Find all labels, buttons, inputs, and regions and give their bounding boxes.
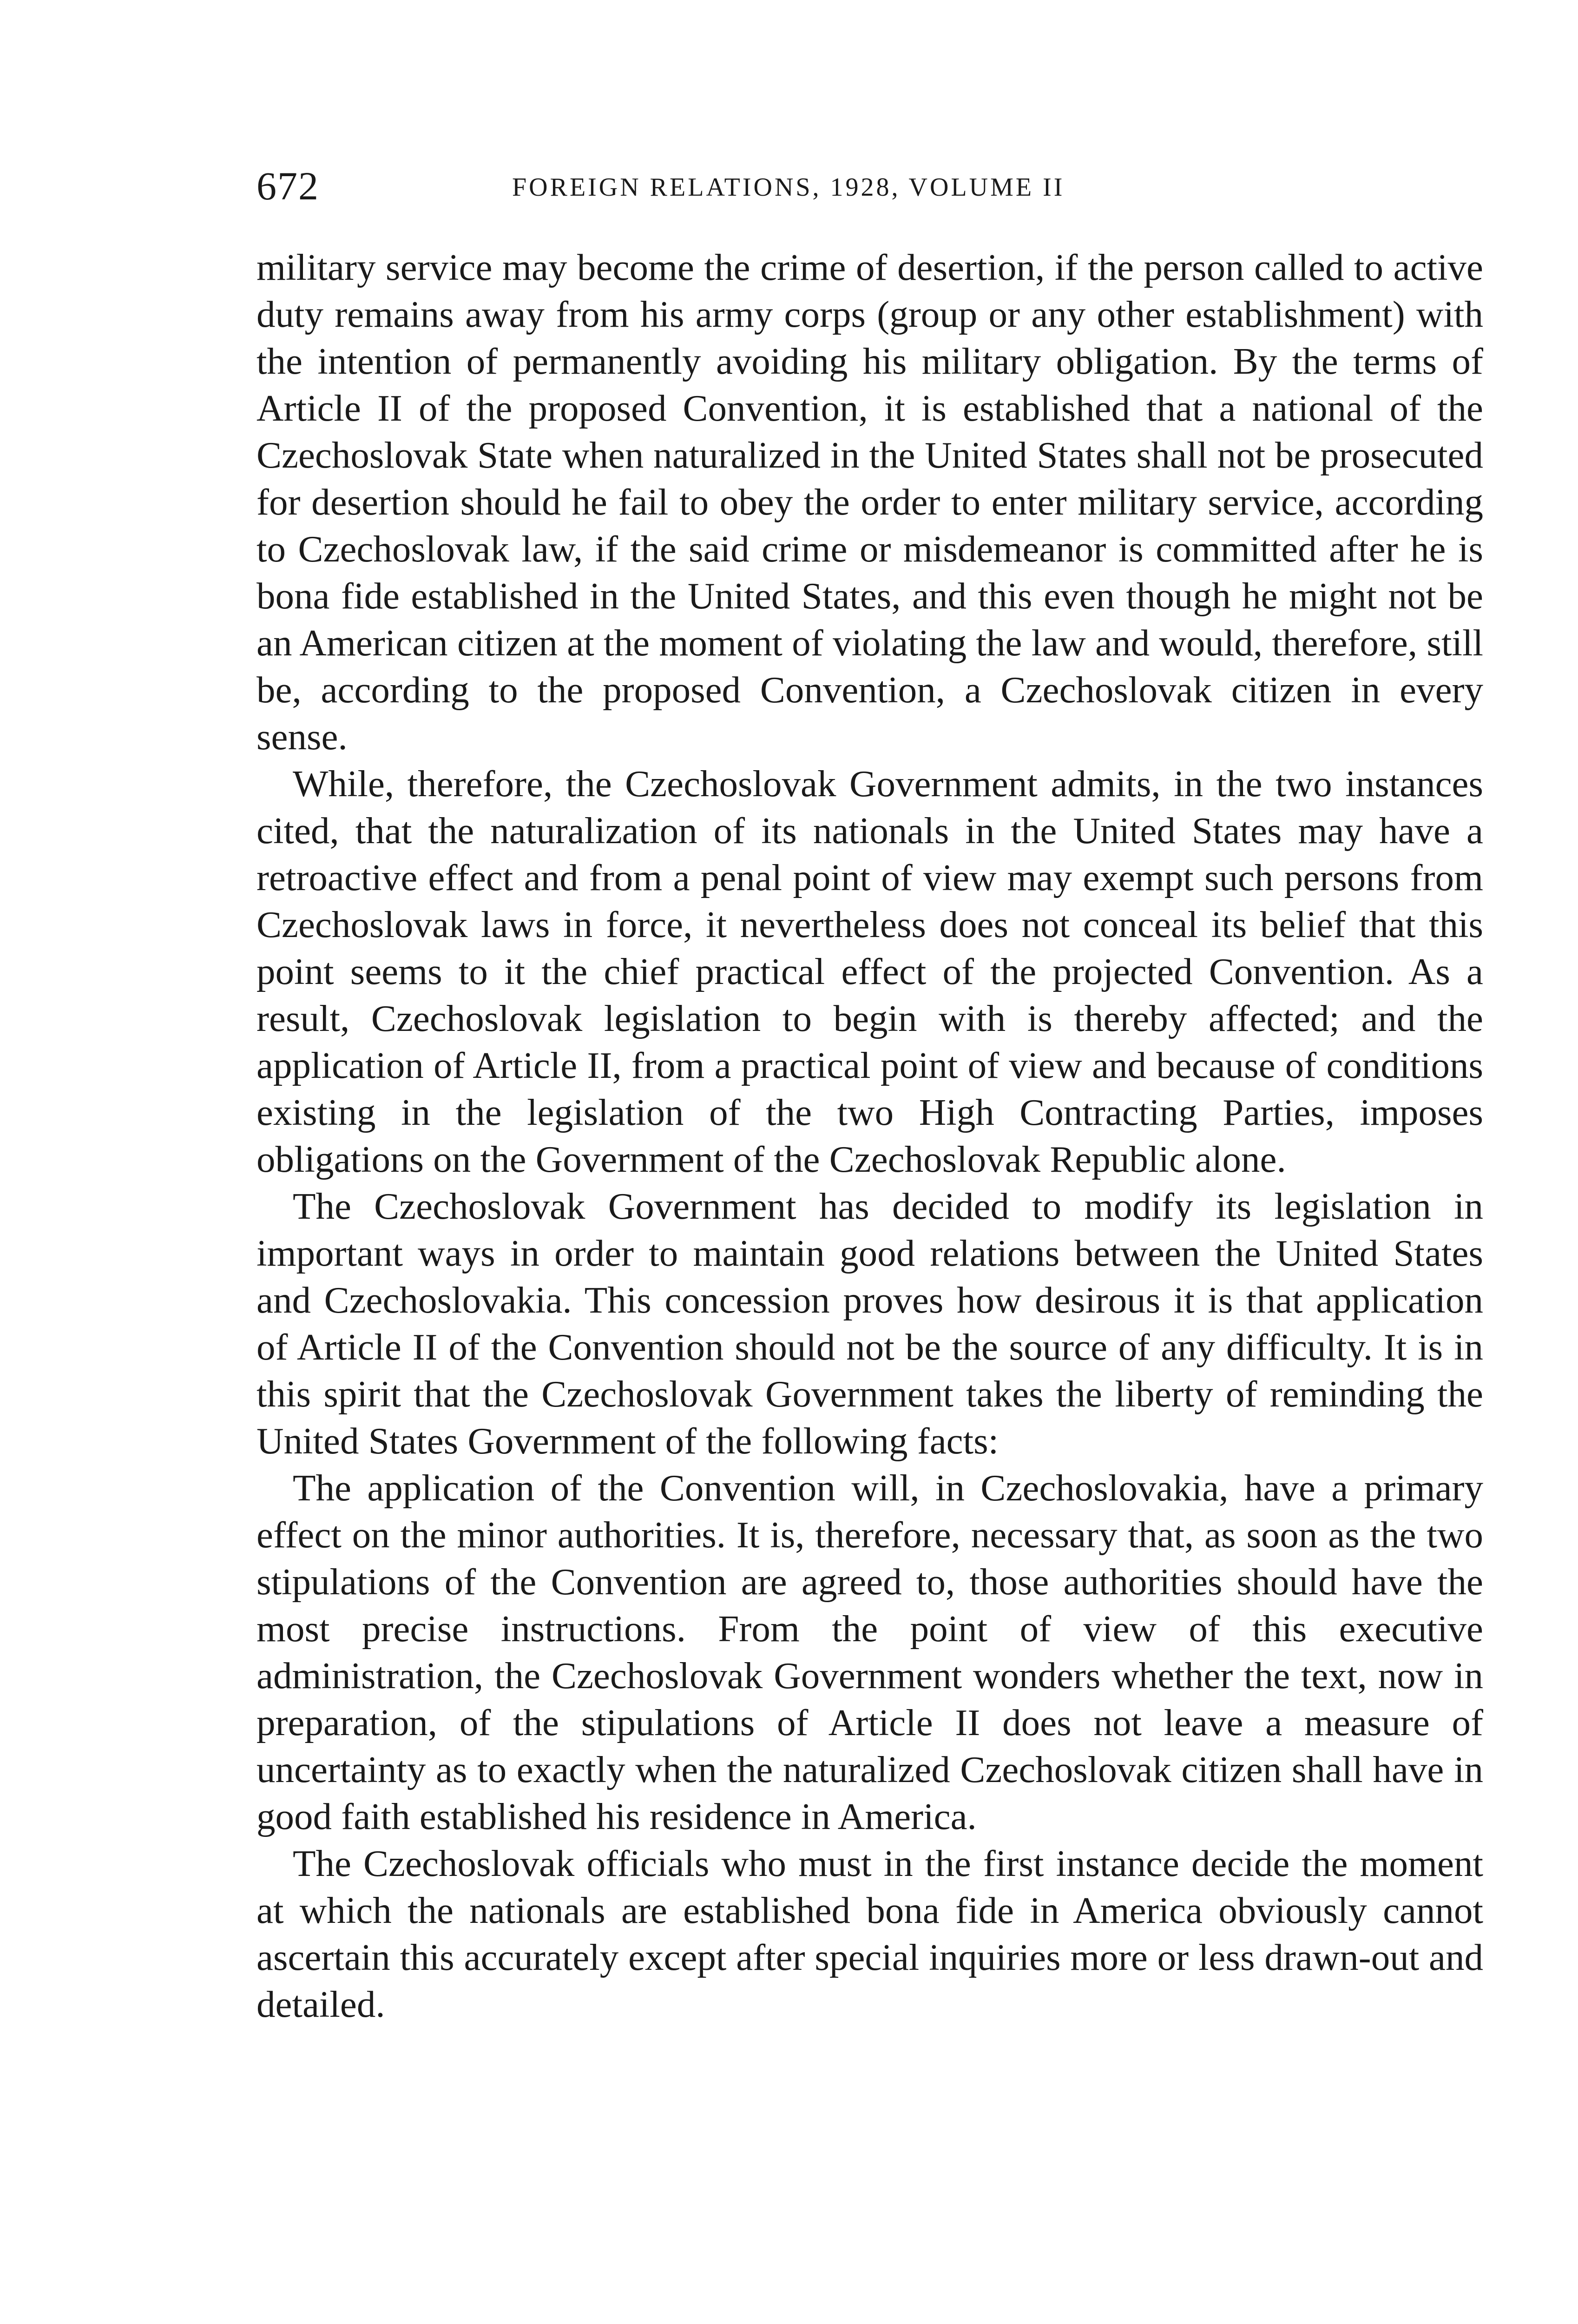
page-number: 672 (256, 164, 319, 208)
body-text (256, 244, 1483, 2028)
running-head (256, 160, 1483, 211)
paragraph-continued: military service may become the crime of desertion, if the person called to active duty remains away from his army corps (group or any other establishment) with the intention of permanently avoiding his military obligation. By the terms of Article II of the proposed Convention, it is established that a national of the Czechoslovak State when naturalized in the United States shall not be prosecuted for desertion should he fail to obey the order to enter military service, according to Czechoslovak law, if the said crime or misdemeanor is committed after he is bona fide established in the United States, and this even though he might not be an American citizen at the moment of violating the law and would, therefore, still be, according to the proposed Convention, a Czechoslovak citizen in every sense. (256, 246, 1483, 758)
paragraph: While, therefore, the Czechoslovak Government admits, in the two instances cited, that the naturalization of its nationals in the United States may have a retroactive effect and from a penal point of view may exempt such persons from Czechoslovak laws in force, it nevertheless does not conceal its belief that this point seems to it the chief practical effect of the projected Convention. As a result, Czechoslovak legislation to begin with is thereby affected; and the application of Article II, from a practical point of view and because of conditions existing in the legislation of the two High Contracting Parties, imposes obligations on the Government of the Czechoslovak Republic alone. (256, 763, 1483, 1180)
paragraph: The Czechoslovak officials who must in the first instance decide the moment at which the nationals are established bona fide in America obviously cannot ascertain this accurately except after special inquiries more or less drawn-out and detailed. (256, 1842, 1483, 2025)
paragraph: The Czechoslovak Government has decided to modify its legislation in important ways in order to maintain good relations between the United States and Czechoslovakia. This concession proves how desirous it is that application of Article II of the Convention should not be the source of any difficulty. It is in this spirit that the Czechoslovak Government takes the liberty of reminding the United States Government of the following facts: (256, 1185, 1483, 1462)
paragraph: The application of the Convention will, in Czechoslovakia, have a primary effect on the minor authorities. It is, therefore, necessary that, as soon as the two stipulations of the Convention are agreed to, those authorities should have the most precise instructions. From the point of view of this executive administration, the Czechoslovak Government wonders whether the text, now in preparation, of the stipulations of Article II does not leave a measure of uncertainty as to exactly when the naturalized Czechoslovak citizen shall have in good faith established his residence in America. (256, 1467, 1483, 1837)
running-title: FOREIGN RELATIONS, 1928, VOLUME II (512, 173, 1065, 202)
